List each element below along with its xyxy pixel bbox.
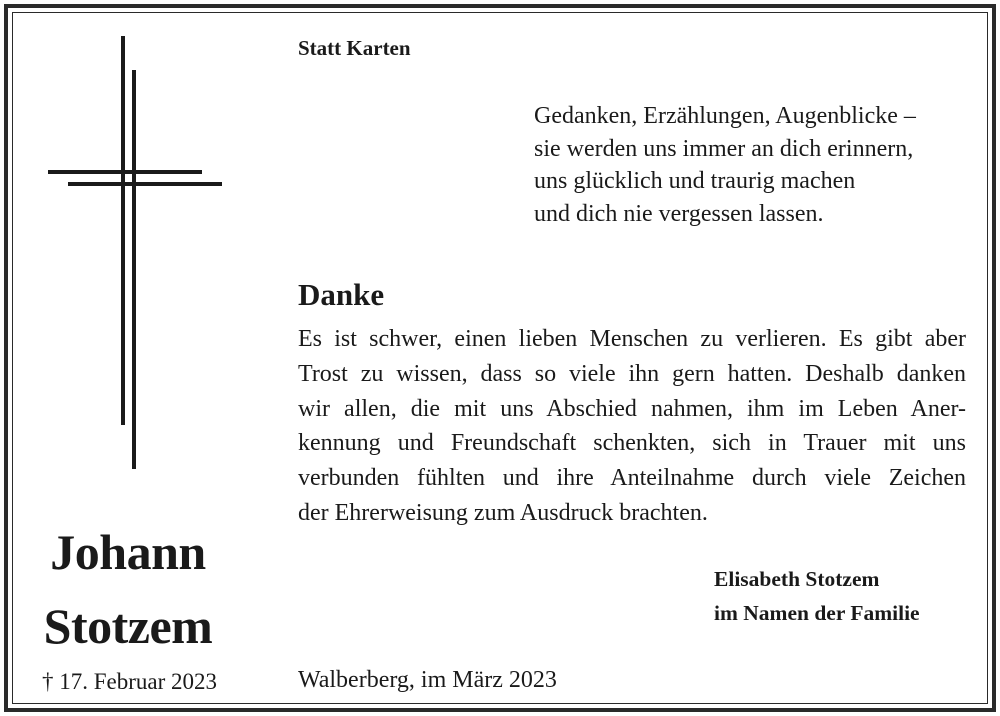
poem-line: und dich nie vergessen lassen. <box>534 200 824 227</box>
cross-vertical-bar-2 <box>132 70 136 469</box>
deceased-first-name: Johann <box>50 524 206 580</box>
deceased-last-name: Stotzem <box>43 598 213 654</box>
signature <box>714 562 920 630</box>
poem-line: sie werden uns immer an dich erinnern, <box>534 135 914 162</box>
signature-family: im Namen der Familie <box>714 601 920 625</box>
body-line: wir allen, die mit uns Abschied nahmen, ihm im Leben Aner- <box>298 395 966 422</box>
body-line: der Ehrerweisung zum Ausdruck brachten. <box>298 499 708 526</box>
danke-title: Danke <box>298 277 385 312</box>
body-line: Es ist schwer, einen lieben Menschen zu verlieren. Es gibt aber <box>298 326 966 352</box>
body-line: verbunden fühlten und ihre Anteilnahme durch viele Zeichen <box>298 465 966 492</box>
cross-horizontal-bar-2 <box>68 182 222 186</box>
body-line: kennung und Freundschaft schenkten, sich in Trauer mit uns <box>298 430 966 457</box>
cross-horizontal-bar-1 <box>48 170 202 174</box>
poem <box>534 100 916 230</box>
statt-karten-heading: Statt Karten <box>298 36 411 60</box>
body-line: Trost zu wissen, dass so viele ihn gern hatten. Deshalb danken <box>298 360 966 387</box>
poem-line: uns glücklich und traurig machen <box>534 168 856 194</box>
death-date: † 17. Februar 2023 <box>42 669 218 694</box>
place-date: Walberberg, im März 2023 <box>298 667 557 693</box>
cross-vertical-bar-1 <box>121 36 125 425</box>
signature-name: Elisabeth Stotzem <box>714 567 880 591</box>
danke-body <box>298 322 966 531</box>
poem-line: Gedanken, Erzählungen, Augenblicke – <box>534 103 916 129</box>
